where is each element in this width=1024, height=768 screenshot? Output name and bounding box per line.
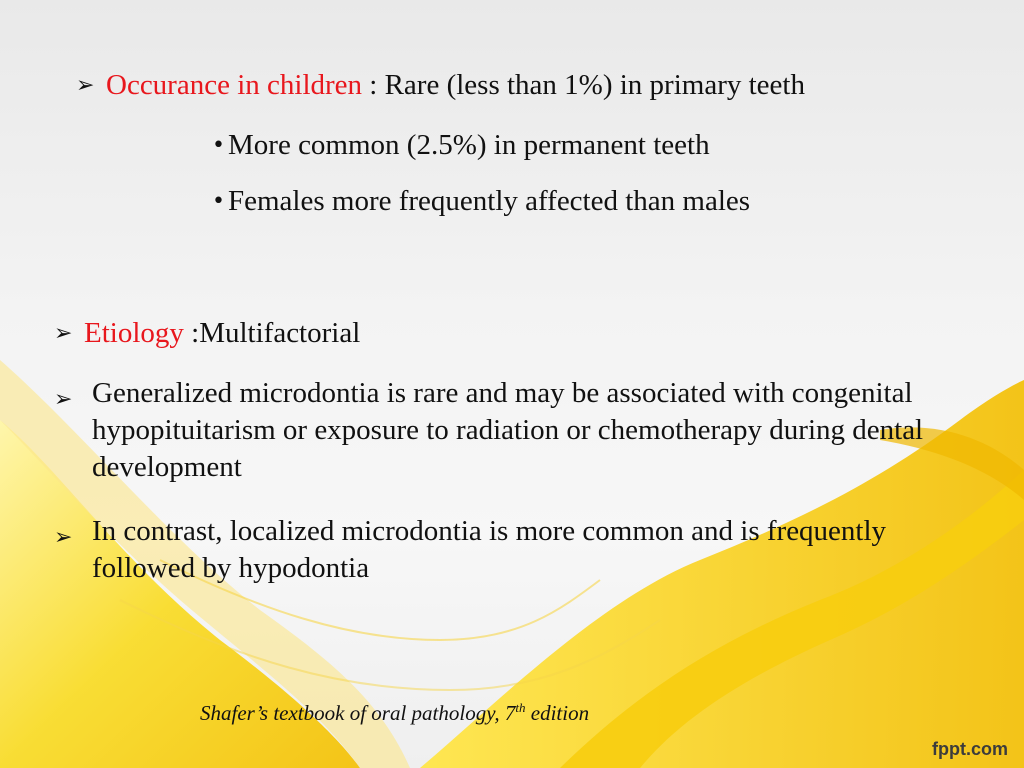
etiology-separator: : <box>183 317 200 349</box>
etiology-line <box>54 316 360 351</box>
arrow-bullet-icon: ➢ <box>76 73 95 98</box>
fppt-watermark: fppt.com <box>932 739 1008 759</box>
citation-text: Shafer’s textbook of oral pathology, 7 <box>200 701 516 725</box>
arrow-bullet-icon: ➢ <box>54 387 73 412</box>
citation-superscript: th <box>515 700 526 715</box>
dot-bullet-icon: • <box>212 189 225 214</box>
occurrence-text: Rare (less than 1%) in primary teeth <box>384 69 805 101</box>
sub-point-2 <box>212 184 750 219</box>
occurrence-separator: : <box>362 69 385 101</box>
occurrence-label: Occurance in children <box>106 69 363 101</box>
citation-suffix: edition <box>525 701 590 725</box>
sub-point-text: Females more frequently affected than males <box>228 185 751 217</box>
etiology-label: Etiology <box>84 317 184 349</box>
etiology-text: Multifactorial <box>199 317 361 349</box>
bullet-text: Generalized microdontia is rare and may be associated with congenital hypopituitarism or exposure to radiation or chemotherapy during dental development <box>92 377 924 483</box>
sub-point-1 <box>212 128 710 163</box>
bullet-item <box>54 513 934 587</box>
occurrence-line <box>76 68 805 103</box>
sub-point-text: More common (2.5%) in permanent teeth <box>228 129 710 161</box>
bullet-item <box>54 375 934 486</box>
dot-bullet-icon: • <box>212 133 225 158</box>
bullet-text: In contrast, localized microdontia is more common and is frequently followed by hypodontia <box>92 515 887 584</box>
arrow-bullet-icon: ➢ <box>54 525 73 550</box>
citation <box>200 700 589 726</box>
arrow-bullet-icon: ➢ <box>54 321 73 346</box>
